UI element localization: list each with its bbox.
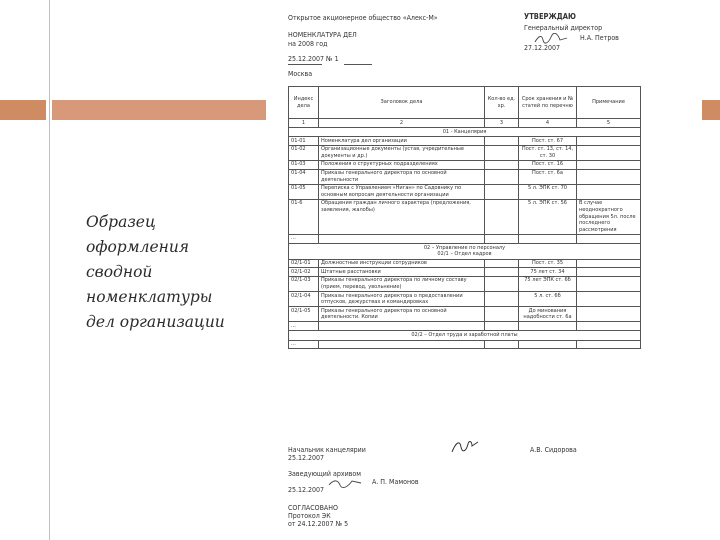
table-header-row — [289, 87, 641, 119]
row-qty — [485, 145, 519, 160]
col-number: 5 — [577, 119, 641, 128]
row-index: 02/1-01 — [289, 259, 319, 268]
section-row — [289, 127, 641, 137]
slide-vertical-rule — [49, 0, 50, 540]
caption-line: Образец — [86, 213, 156, 231]
row-index: 01-03 — [289, 160, 319, 169]
slide-accent-band-right — [702, 100, 720, 120]
header-title: Заголовок дела — [319, 87, 485, 119]
table-row — [289, 268, 641, 277]
doc-date-number: 25.12.2007 № 1 — [288, 55, 339, 63]
row-qty — [485, 199, 519, 234]
row-term: 75 лет ЭПК ст. 6б — [519, 276, 577, 291]
row-note — [577, 184, 641, 199]
section-row — [289, 331, 641, 341]
table-row — [289, 169, 641, 184]
header-qty: Кол-во ед. хр. — [485, 87, 519, 119]
office-head-position: Начальник канцелярии — [288, 446, 366, 454]
row-qty — [485, 259, 519, 268]
table-row — [289, 292, 641, 307]
office-head-date: 25.12.2007 — [288, 454, 325, 462]
row-note — [577, 292, 641, 307]
section-title-main: 02 – Управление по персоналу — [423, 244, 506, 251]
row-term: Пост. ст. 35 — [519, 259, 577, 268]
row-note — [577, 259, 641, 268]
row-note — [577, 145, 641, 160]
section-row — [289, 243, 641, 259]
row-term: Пост. ст. 67 — [519, 137, 577, 146]
row-index: 01-6 — [289, 199, 319, 234]
row-title: Должностные инструкции сотрудников — [319, 259, 485, 268]
row-qty — [485, 276, 519, 291]
row-note: В случае неоднократного обращения 5л. после последнего рассмотрения — [577, 199, 641, 234]
ellipsis: ... — [289, 340, 319, 349]
row-note — [577, 276, 641, 291]
doc-city: Москва — [288, 70, 313, 78]
table-row — [289, 307, 641, 322]
row-title: Приказы генерального директора по основной деятельности. Копии — [319, 307, 485, 322]
approve-position: Генеральный директор — [524, 24, 603, 32]
row-term: 5 л. ЭПК ст. 70 — [519, 184, 577, 199]
row-index: 02/1-04 — [289, 292, 319, 307]
row-note — [577, 268, 641, 277]
slide-accent-band-middle — [52, 100, 266, 120]
row-title: Положения о структурных подразделениях — [319, 160, 485, 169]
row-qty — [485, 137, 519, 146]
agreed-label: СОГЛАСОВАНО — [288, 504, 338, 512]
table-row — [289, 160, 641, 169]
col-number: 1 — [289, 119, 319, 128]
section-title — [289, 243, 641, 259]
table-row — [289, 199, 641, 234]
row-index: 02/1-02 — [289, 268, 319, 277]
archive-head-signature — [328, 474, 362, 493]
row-index: 01-05 — [289, 184, 319, 199]
table-row — [289, 184, 641, 199]
doc-year: на 2008 год — [288, 40, 328, 48]
slide-caption — [86, 210, 266, 335]
date-underline — [288, 64, 322, 65]
row-qty — [485, 160, 519, 169]
table-row — [289, 259, 641, 268]
ellipsis-row — [289, 340, 641, 349]
row-title: Приказы генерального директора по основной деятельности — [319, 169, 485, 184]
row-qty — [485, 292, 519, 307]
row-term: 5 л. ЭПК ст. 56 — [519, 199, 577, 234]
approve-date: 27.12.2007 — [524, 44, 561, 52]
row-note — [577, 169, 641, 184]
slide-accent-band-left — [0, 100, 46, 120]
scanned-document — [272, 4, 644, 540]
protocol-date: от 24.12.2007 № 5 — [288, 520, 349, 528]
row-title: Штатные расстановки — [319, 268, 485, 277]
archive-head-name: А. П. Мамонов — [372, 478, 419, 486]
column-numbers-row — [289, 119, 641, 128]
row-index: 02/1-05 — [289, 307, 319, 322]
row-title: Приказы генерального директора по личному составу (прием, перевод, увольнение) — [319, 276, 485, 291]
ellipsis: ... — [289, 322, 319, 331]
archive-head-position: Заведующий архивом — [288, 470, 361, 478]
row-term: Пост. ст. 13, ст. 14, ст. 30 — [519, 145, 577, 160]
row-title: Номенклатура дел организации — [319, 137, 485, 146]
row-qty — [485, 307, 519, 322]
nomenclature-table — [288, 86, 641, 349]
row-term: 5 л. ст. 6б — [519, 292, 577, 307]
office-head-signature — [450, 438, 480, 460]
doc-type: НОМЕНКЛАТУРА ДЕЛ — [288, 31, 357, 39]
protocol-label: Протокол ЭК — [288, 512, 331, 520]
row-note — [577, 160, 641, 169]
row-title: Переписка с Управлением «Ниган» по Садовнику по основным вопросам деятельности организации — [319, 184, 485, 199]
table-row — [289, 145, 641, 160]
row-qty — [485, 184, 519, 199]
row-title: Организационные документы (устав, учредительные документы и др.) — [319, 145, 485, 160]
table-row — [289, 137, 641, 146]
caption-line: дел организации — [86, 313, 225, 331]
row-term: Пост. ст. 6а — [519, 169, 577, 184]
col-number: 2 — [319, 119, 485, 128]
number-underline — [344, 64, 372, 65]
office-head-name: А.В. Сидорова — [530, 446, 577, 454]
header-term: Срок хранения и № статей по перечню — [519, 87, 577, 119]
row-note — [577, 137, 641, 146]
row-index: 01-02 — [289, 145, 319, 160]
row-title: Приказы генерального директора о предоставлении отпусков, дежурствах и командировках — [319, 292, 485, 307]
section1-rows — [289, 137, 641, 235]
archive-head-date: 25.12.2007 — [288, 486, 325, 494]
row-term: Пост. ст. 16 — [519, 160, 577, 169]
col-number: 3 — [485, 119, 519, 128]
section-title-sub: 02/1 – Отдел кадров — [437, 251, 492, 258]
table-row — [289, 276, 641, 291]
row-qty — [485, 268, 519, 277]
ellipsis: ... — [289, 234, 319, 243]
row-qty — [485, 169, 519, 184]
header-note: Примечание — [577, 87, 641, 119]
row-term: До минования надобности ст. 6а — [519, 307, 577, 322]
ellipsis-row — [289, 322, 641, 331]
approve-title: УТВЕРЖДАЮ — [524, 12, 576, 21]
header-index: Индекс дела — [289, 87, 319, 119]
ellipsis-row — [289, 234, 641, 243]
section-title: 01 - Канцелярия — [289, 127, 641, 137]
col-number: 4 — [519, 119, 577, 128]
approve-name: Н.А. Петров — [580, 34, 619, 42]
row-index: 02/1-03 — [289, 276, 319, 291]
row-note — [577, 307, 641, 322]
row-title: Обращения граждан личного характера (предложения, заявления, жалобы) — [319, 199, 485, 234]
row-index: 01-01 — [289, 137, 319, 146]
section2-rows — [289, 259, 641, 322]
caption-line: оформления — [86, 238, 190, 256]
org-name: Открытое акционерное общество «Алекс-М» — [288, 14, 438, 22]
section-title: 02/2 – Отдел труда и заработной платы — [289, 331, 641, 341]
caption-line: сводной — [86, 263, 153, 281]
row-term: 75 лет ст. 34 — [519, 268, 577, 277]
caption-line: номенклатуры — [86, 288, 213, 306]
row-index: 01-04 — [289, 169, 319, 184]
